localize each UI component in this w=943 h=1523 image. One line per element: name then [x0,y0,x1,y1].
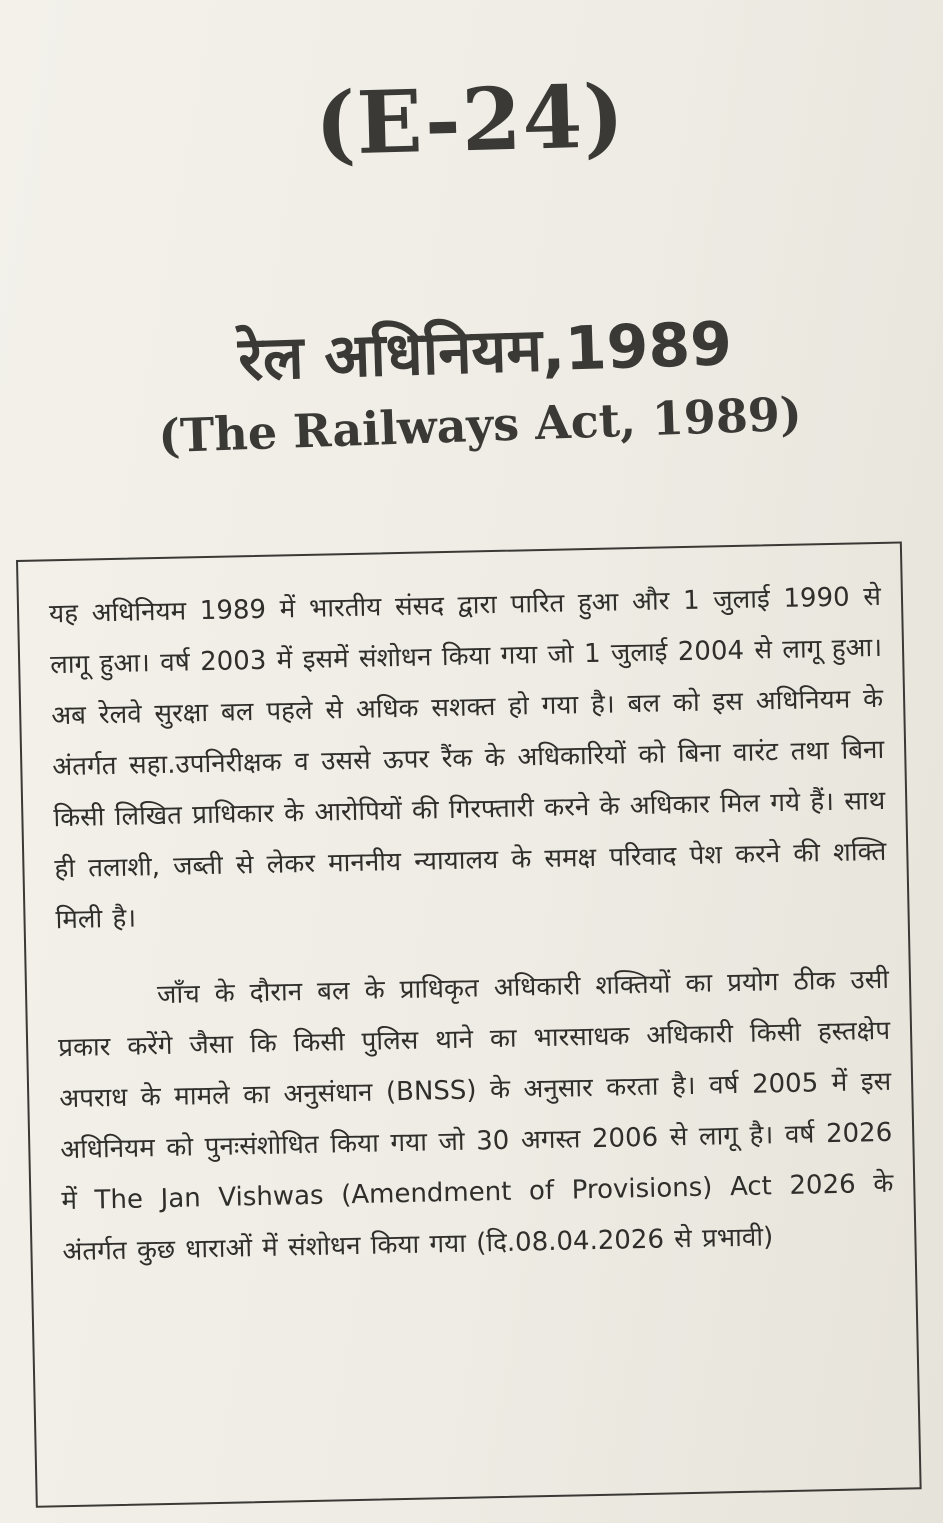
chapter-code: (E-24) [313,65,627,176]
paragraph-2: जाँच के दौरान बल के प्राधिकृत अधिकारी शक्तियों का प्रयोग ठीक उसी प्रकार करेंगे जैसा कि किसी पुलिस थाने का भारसाधक अधिकारी किसी हस्तक्षेप अपराध के मामले का अनुसंधान (BNSS) के अनुसार करता है। वर्ष 2005 में इस अधिनियम को पुनःसंशोधित किया गया जो 30 अगस्त 2006 से लागू है। वर्ष 2026 में The Jan Vishwas (Amendment of Provisions) Act 2026 के अंतर्गत कुछ धाराओं में संशोधन किया गया (दि.08.04.2026 से प्रभावी) [57,964,894,1268]
page-title-english: (The Railways Act, 1989) [157,386,803,464]
page-title-hindi: रेल अधिनियम,1989 [237,309,733,395]
bordered-text-box [16,541,922,1507]
paragraph-1: यह अधिनियम 1989 में भारतीय संसद द्वारा पारित हुआ और 1 जुलाई 1990 से लागू हुआ। वर्ष 2003 में इसमें संशोधन किया गया जो 1 जुलाई 2004 से लागू हुआ। अब रेलवे सुरक्षा बल पहले से अधिक सशक्त हो गया है। बल को इस अधिनियम के अंतर्गत सहा.उपनिरीक्षक व उससे ऊपर रैंक के अधिकारियों को बिना वारंट तथा बिना किसी लिखित प्राधिकार के आरोपियों की गिरफ्तारी करने के अधिकार मिल गये हैं। साथ ही तलाशी, जब्ती से लेकर माननीय न्यायालय के समक्ष परिवाद पेश करने की शक्ति मिली है। [48,581,887,936]
